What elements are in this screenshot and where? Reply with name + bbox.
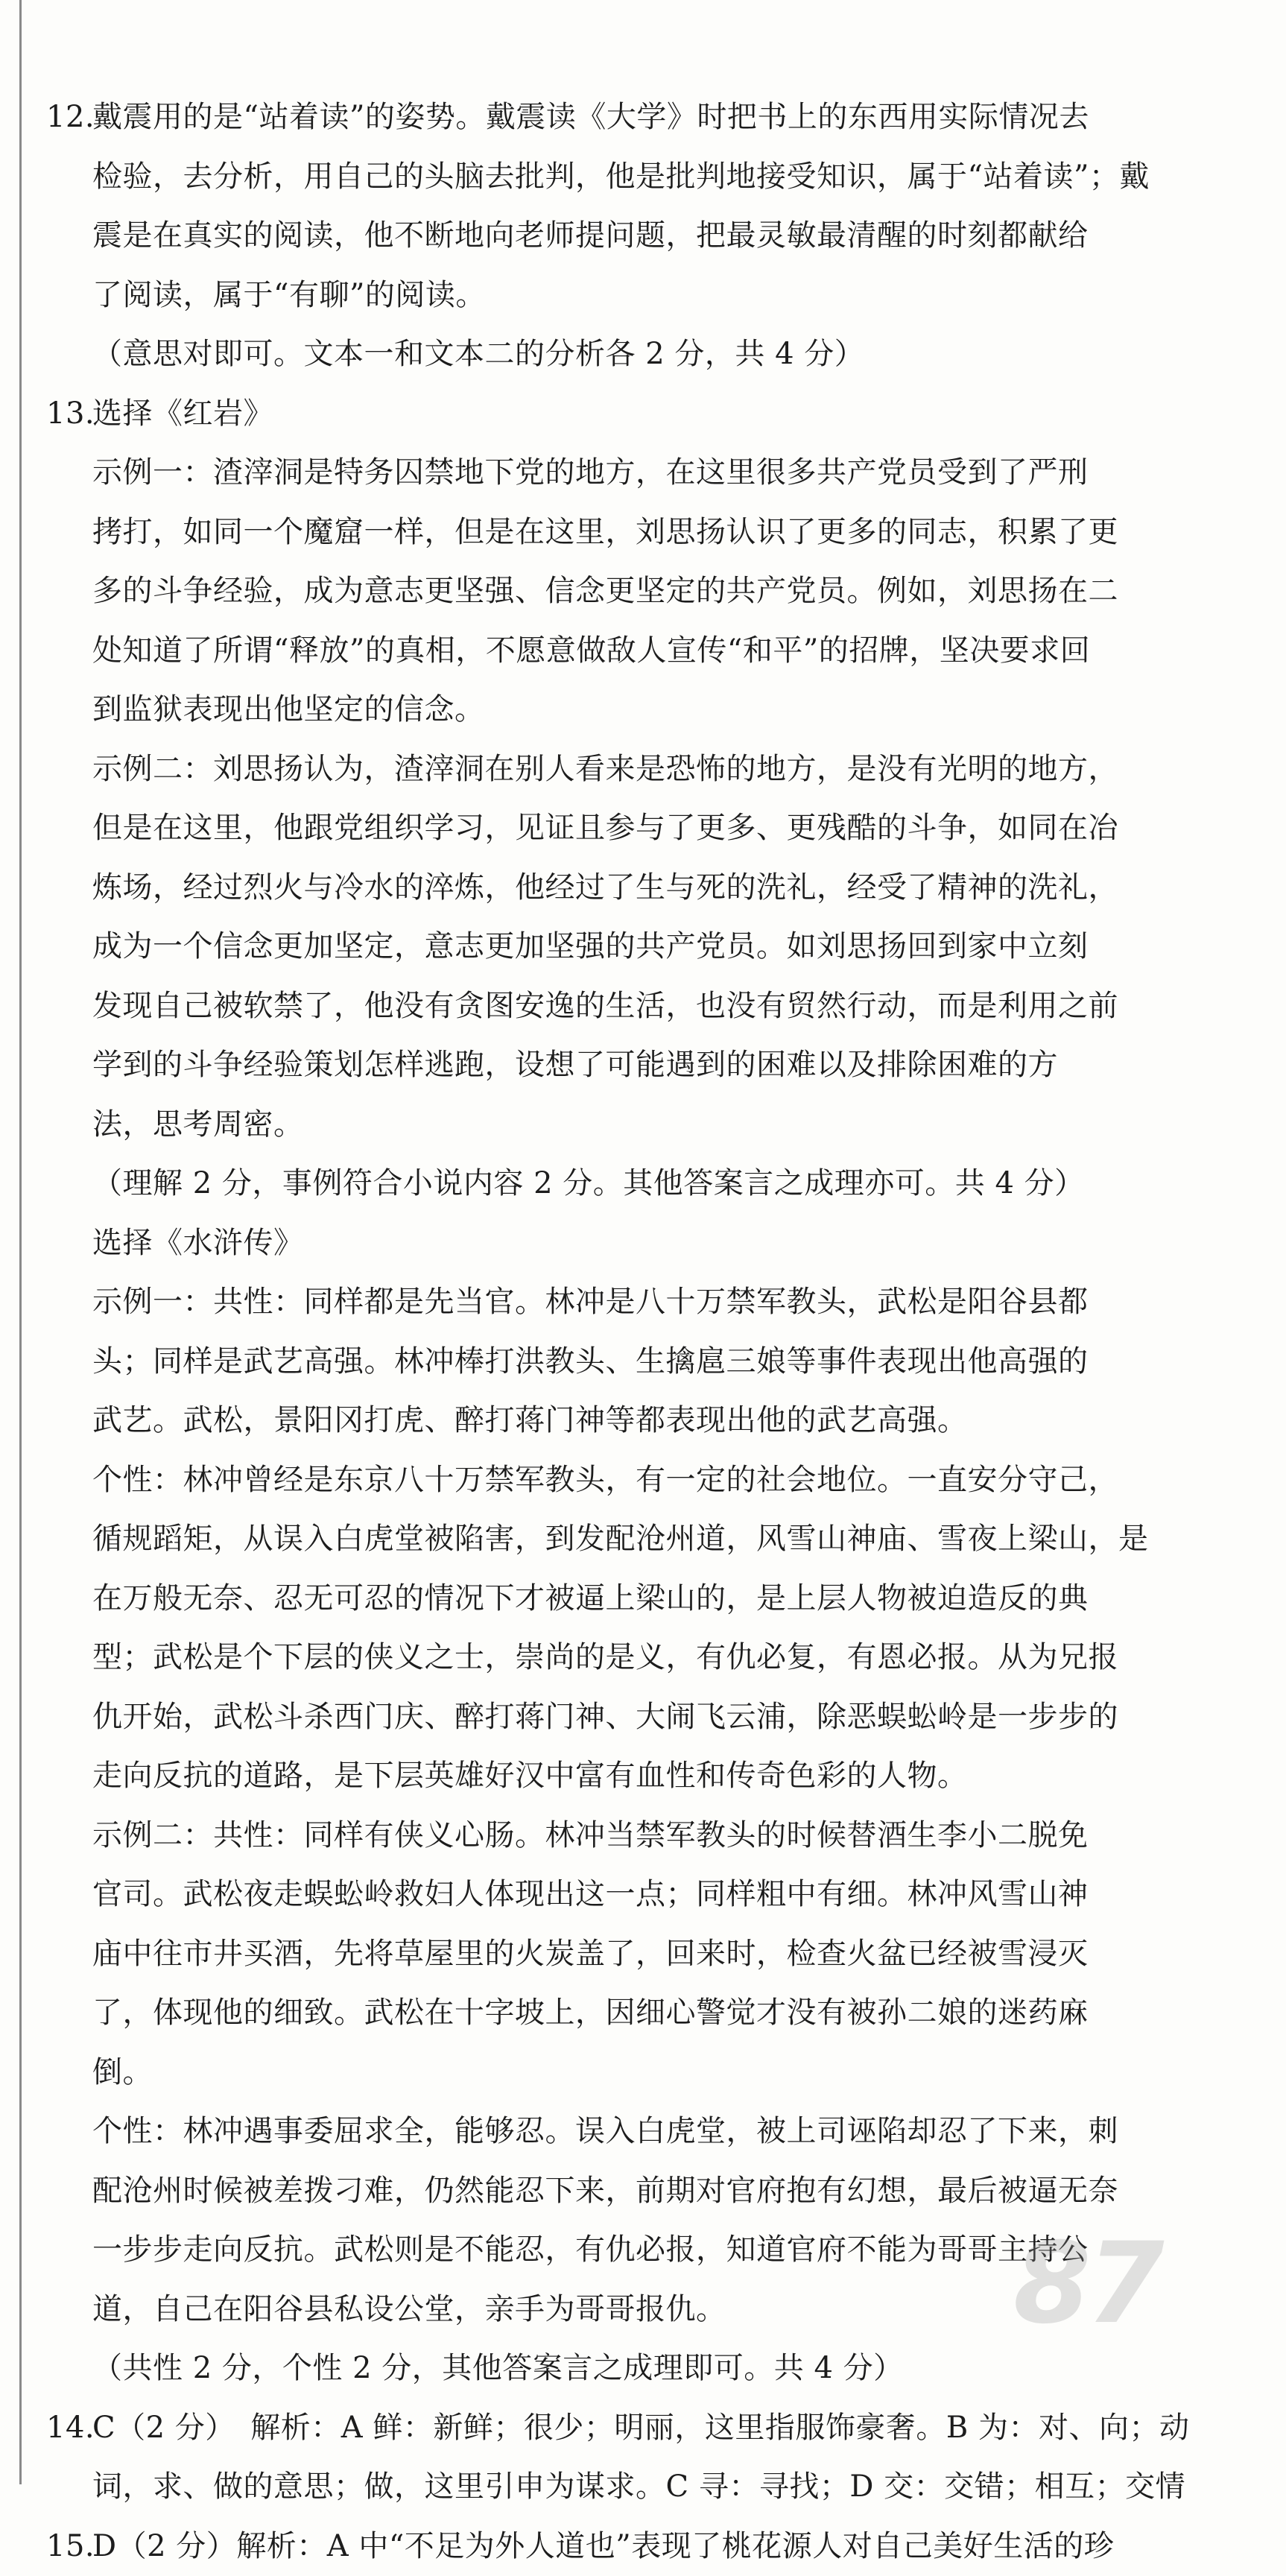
text-line: 在万般无奈、忍无可忍的情况下才被逼上梁山的，是上层人物被迫造反的典 xyxy=(92,1569,1238,1629)
question-number: 13. xyxy=(46,384,95,444)
question-15 xyxy=(46,2517,1238,2576)
text-line: 示例一：渣滓洞是特务囚禁地下党的地方，在这里很多共产党员受到了严刑 xyxy=(92,443,1238,503)
text-line: 震是在真实的阅读，他不断地向老师提问题，把最灵敏最清醒的时刻都献给 xyxy=(92,206,1238,266)
scoring-note: （共性 2 分，个性 2 分，其他答案言之成理即可。共 4 分） xyxy=(92,2339,1238,2399)
question-14 xyxy=(46,2399,1238,2517)
question-13 xyxy=(46,384,1238,2399)
text-line: 倒。 xyxy=(92,2043,1238,2103)
text-line: 武艺。武松，景阳冈打虎、醉打蒋门神等都表现出他的武艺高强。 xyxy=(92,1391,1238,1451)
text-line: 检验，去分析，用自己的头脑去批判，他是批判地接受知识，属于“站着读”；戴 xyxy=(92,148,1238,207)
text-line: 了阅读，属于“有聊”的阅读。 xyxy=(92,266,1238,326)
text-line: 示例一：共性：同样都是先当官。林冲是八十万禁军教头，武松是阳谷县都 xyxy=(92,1273,1238,1332)
text-line: 个性：林冲曾经是东京八十万禁军教头，有一定的社会地位。一直安分守己， xyxy=(92,1451,1238,1510)
text-line: 处知道了所谓“释放”的真相，不愿意做敌人宣传“和平”的招牌，坚决要求回 xyxy=(92,621,1238,681)
text-line: 学到的斗争经验策划怎样逃跑，设想了可能遇到的困难以及排除困难的方 xyxy=(92,1036,1238,1095)
question-number: 15. xyxy=(46,2517,95,2576)
text-line: 发现自己被软禁了，他没有贪图安逸的生活，也没有贸然行动，而是利用之前 xyxy=(92,977,1238,1037)
left-margin-rule xyxy=(19,0,22,2484)
text-line: 法，思考周密。 xyxy=(92,1095,1238,1155)
text-line: 循规蹈矩，从误入白虎堂被陷害，到发配沧州道，风雪山神庙、雪夜上梁山，是 xyxy=(92,1510,1238,1569)
question-number: 14. xyxy=(46,2399,95,2458)
text-line: 了，体现他的细致。武松在十字坡上，因细心警觉才没有被孙二娘的迷药麻 xyxy=(92,1984,1238,2043)
question-12 xyxy=(46,88,1238,384)
text-line: 到监狱表现出他坚定的信念。 xyxy=(92,680,1238,740)
text-line: D（2 分）解析：A 中“不足为外人道也”表现了桃花源人对自己美好生活的珍 xyxy=(92,2517,1238,2576)
text-line: 一步步走向反抗。武松则是不能忍，有仇必报，知道官府不能为哥哥主持公 xyxy=(92,2221,1238,2280)
section-heading: 选择《水浒传》 xyxy=(92,1214,1238,1273)
question-number: 12. xyxy=(46,88,95,148)
text-line: 示例二：刘思扬认为，渣滓洞在别人看来是恐怖的地方，是没有光明的地方， xyxy=(92,740,1238,800)
text-line: 仇开始，武松斗杀西门庆、醉打蒋门神、大闹飞云浦，除恶蜈蚣岭是一步步的 xyxy=(92,1688,1238,1747)
text-line: 成为一个信念更加坚定，意志更加坚强的共产党员。如刘思扬回到家中立刻 xyxy=(92,917,1238,977)
text-line: 拷打，如同一个魔窟一样，但是在这里，刘思扬认识了更多的同志，积累了更 xyxy=(92,503,1238,563)
scoring-note: （意思对即可。文本一和文本二的分析各 2 分，共 4 分） xyxy=(92,325,1238,384)
section-heading: 选择《红岩》 xyxy=(92,384,1238,444)
scoring-note: （理解 2 分，事例符合小说内容 2 分。其他答案言之成理亦可。共 4 分） xyxy=(92,1154,1238,1214)
text-line: 道，自己在阳谷县私设公堂，亲手为哥哥报仇。 xyxy=(92,2280,1238,2340)
text-line: C（2 分） 解析：A 鲜：新鲜；很少；明丽，这里指服饰豪奢。B 为：对、向；动 xyxy=(92,2399,1238,2458)
answer-page xyxy=(46,88,1238,2576)
text-line: 头；同样是武艺高强。林冲棒打洪教头、生擒扈三娘等事件表现出他高强的 xyxy=(92,1332,1238,1392)
text-line: 但是在这里，他跟党组织学习，见证且参与了更多、更残酷的斗争，如同在冶 xyxy=(92,799,1238,858)
text-line: 官司。武松夜走蜈蚣岭救妇人体现出这一点；同样粗中有细。林冲风雪山神 xyxy=(92,1865,1238,1925)
text-line: 多的斗争经验，成为意志更坚强、信念更坚定的共产党员。例如，刘思扬在二 xyxy=(92,562,1238,621)
page-number-watermark: 87 xyxy=(1013,2219,1160,2349)
text-line: 个性：林冲遇事委屈求全，能够忍。误入白虎堂，被上司诬陷却忍了下来，刺 xyxy=(92,2102,1238,2162)
text-line: 戴震用的是“站着读”的姿势。戴震读《大学》时把书上的东西用实际情况去 xyxy=(92,88,1238,148)
text-line: 配沧州时候被差拨刁难，仍然能忍下来，前期对官府抱有幻想，最后被逼无奈 xyxy=(92,2162,1238,2221)
text-line: 型；武松是个下层的侠义之士，崇尚的是义，有仇必复，有恩必报。从为兄报 xyxy=(92,1628,1238,1688)
text-line: 走向反抗的道路，是下层英雄好汉中富有血性和传奇色彩的人物。 xyxy=(92,1747,1238,1806)
text-line: 庙中往市井买酒，先将草屋里的火炭盖了，回来时，检查火盆已经被雪浸灭 xyxy=(92,1925,1238,1984)
text-line: 词，求、做的意思；做，这里引申为谋求。C 寻：寻找；D 交：交错；相互；交情 xyxy=(92,2458,1238,2517)
text-line: 炼场，经过烈火与冷水的淬炼，他经过了生与死的洗礼，经受了精神的洗礼， xyxy=(92,858,1238,918)
text-line: 示例二：共性：同样有侠义心肠。林冲当禁军教头的时候替酒生李小二脱免 xyxy=(92,1806,1238,1866)
